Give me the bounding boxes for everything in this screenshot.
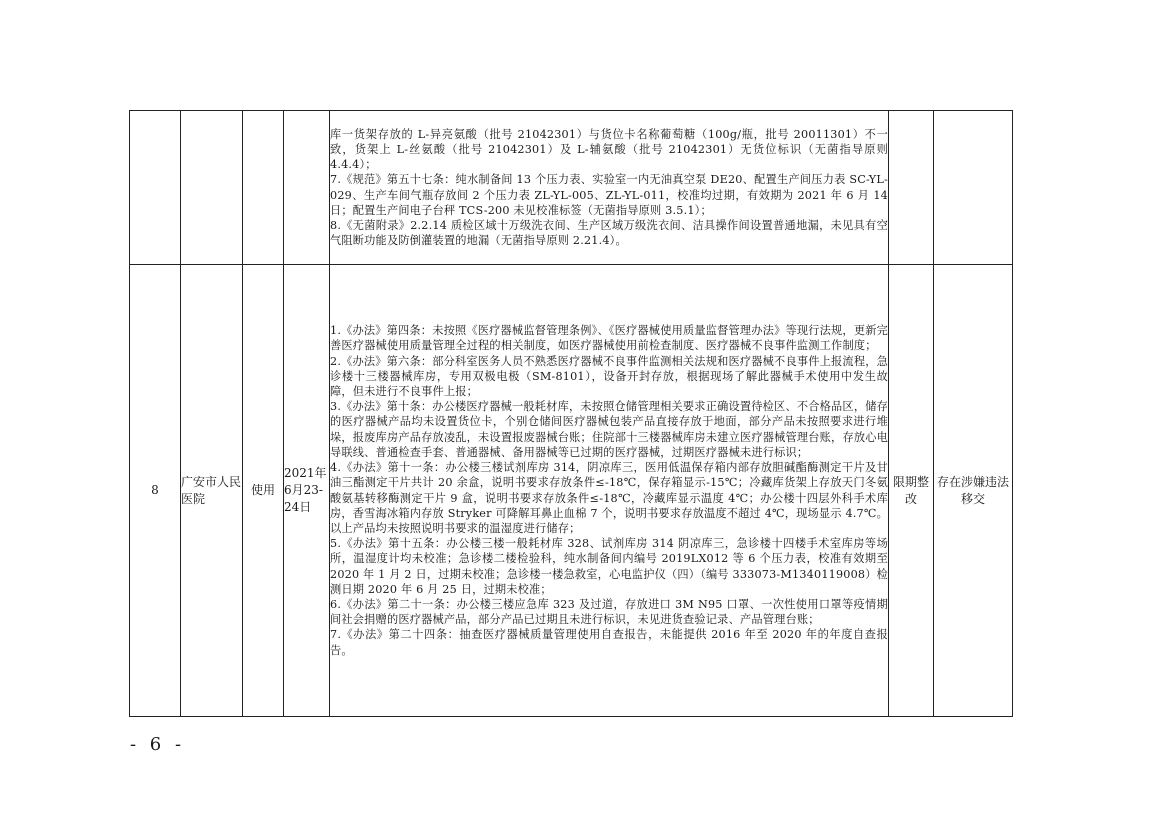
issues-cell	[330, 111, 889, 265]
issue-item: 2.《办法》第六条：部分科室医务人员不熟悉医疗器械不良事件监测相关法规和医疗器械不良事件上报流程，急诊楼十三楼器械库房，专用双极电极（SM-8101），设备开封存放，根据现场了解此器械手术使用中发生故障，但未进行不良事件上报；	[330, 354, 888, 399]
issue-item: 5.《办法》第十五条：办公楼三楼一般耗材库 328、试剂库房 314 阴凉库三，急诊楼十四楼手术室库房等场所，温湿度计均未校准；急诊楼二楼检验科，纯水制备间内编号 2019LX012 等 6 个压力表，校准有效期至 2020 年 1 月 2 日，过期未校准；急诊楼一楼急救室，心电监护仪（四）（编号 333073-M1340119008）检测日期 2020 年 6 月 25 日，过期未校准；	[330, 537, 888, 596]
issue-item: 6.《办法》第二十一条：办公楼三楼应急库 323 及过道，存放进口 3M N95 口罩、一次性使用口罩等疫情期间社会捐赠的医疗器械产品，部分产品已过期且未进行标识，未见进货查验记录、产品管理台账；	[330, 597, 888, 627]
category-cell: 使用	[243, 265, 284, 717]
measure-cell: 限期整改	[889, 265, 934, 717]
table-row-continued	[130, 111, 1013, 265]
measure-cell	[889, 111, 934, 265]
table-row-8	[130, 265, 1013, 717]
date-cell: 2021年6月23-24日	[284, 265, 330, 717]
handling-cell	[934, 111, 1013, 265]
issue-item: 7.《办法》第二十四条：抽查医疗器械质量管理使用自查报告，未能提供 2016 年至 2020 年的年度自查报告。	[330, 628, 888, 657]
date-cell	[284, 111, 330, 265]
category-cell	[243, 111, 284, 265]
issues-cell	[330, 265, 889, 717]
inspection-results-table	[129, 110, 1013, 717]
index-cell: 8	[130, 265, 181, 717]
page-number: - 6 -	[130, 734, 186, 755]
issue-item: 3.《办法》第十条：办公楼医疗器械一般耗材库，未按照仓储管理相关要求正确设置待检区、不合格品区，储存的医疗器械产品均未设置货位卡，个别仓储间医疗器械包装产品直接存放于地面，部分产品未按照要求进行堆垛，报废库房产品存放凌乱，未设置报废器械台账；住院部十三楼器械库房未建立医疗器械管理台账，存放心电导联线、普通检查手套、普通器械、备用器械等已过期的医疗器械，过期医疗器械未进行标识；	[330, 400, 888, 459]
handling-cell: 存在涉嫌违法移交	[934, 265, 1013, 717]
index-cell	[130, 111, 181, 265]
organization-cell: 广安市人民医院	[181, 265, 243, 717]
organization-cell	[181, 111, 243, 265]
issue-item: 7.《规范》第五十七条：纯水制备间 13 个压力表、实验室一内无油真空泵 DE20、配置生产间压力表 SC-YL-029、生产车间气瓶存放间 2 个压力表 ZL-YL-005、ZL-YL-011，校准均过期，有效期为 2021 年 6 月 14 日；配置生产间电子台秤 TCS-200 未见校准标签（无菌指导原则 3.5.1）；	[330, 173, 888, 217]
issue-item: 4.《办法》第十一条：办公楼三楼试剂库房 314，阴凉库三，医用低温保存箱内部存放胆碱酯酶测定干片及甘油三酯测定干片共计 20 余盒，说明书要求存放条件≤-18℃，保存箱显示-15℃；冷藏库货架上存放天门冬氨酸氨基转移酶测定干片 9 盒，说明书要求存放条件≤-18℃，冷藏库显示温度 4℃；办公楼十四层外科手术库房，香雪海冰箱内存放 Stryker 可降解耳鼻止血棉 7 个，说明书要求存放温度不超过 4℃，现场显示 4.7℃。以上产品均未按照说明书要求的温湿度进行储存；	[330, 461, 888, 535]
issue-item: 8.《无菌附录》2.2.14 质检区域十万级洗衣间、生产区域万级洗衣间、洁具操作间设置普通地漏，未见具有空气阻断功能及防倒灌装置的地漏（无菌指导原则 2.21.4）。	[330, 218, 888, 248]
issue-item: 库一货架存放的 L-异亮氨酸（批号 21042301）与货位卡名称葡萄糖（100g/瓶，批号 20011301）不一致，货架上 L-丝氨酸（批号 21042301）及 L-辅氨酸（批号 21042301）无货位标识（无菌指导原则 4.4.4）；	[330, 127, 888, 172]
issue-item: 1.《办法》第四条：未按照《医疗器械监督管理条例》、《医疗器械使用质量监督管理办法》等现行法规，更新完善医疗器械使用质量管理全过程的相关制度，如医疗器械使用前检查制度、医疗器械不良事件监测工作制度；	[330, 324, 888, 353]
